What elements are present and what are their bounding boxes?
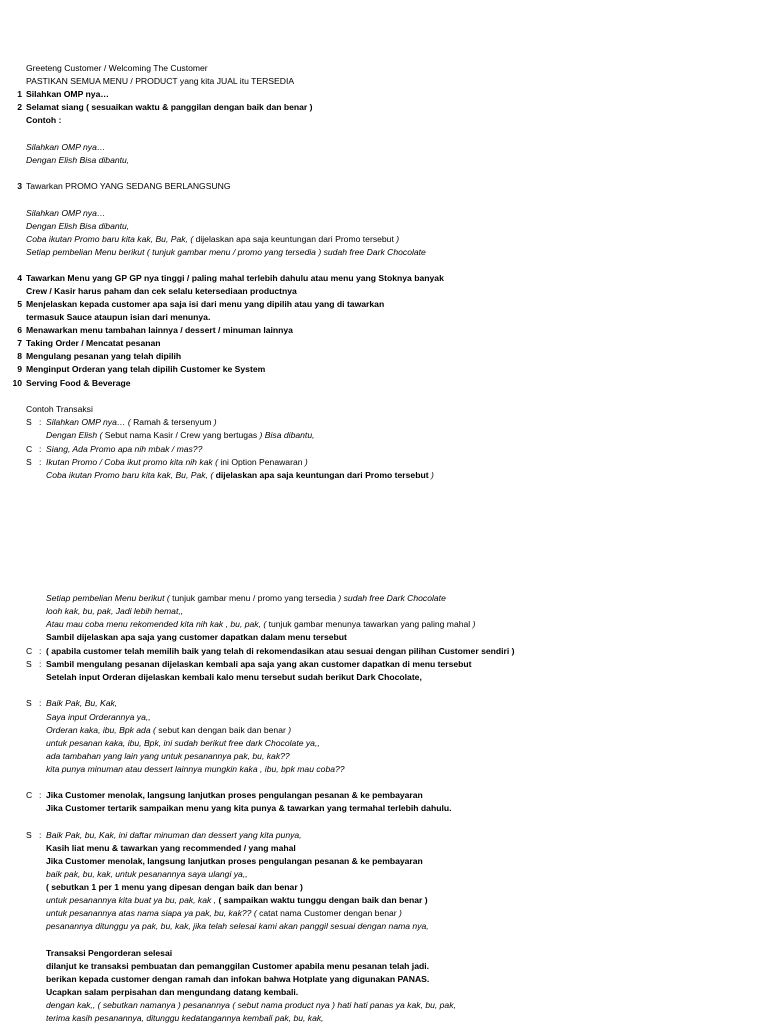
dialog-note: ini Option Penawaran: [217, 457, 303, 467]
speaker-marker: S: [26, 659, 32, 669]
colon: :: [39, 790, 42, 800]
dialog-line: [46, 894, 428, 907]
step-number: 5: [17, 299, 22, 309]
step-text: Selamat siang ( sesuaikan waktu & panggilan dengan baik dan benar ): [26, 102, 313, 112]
example-label: Contoh :: [26, 115, 62, 125]
dialog-line: Kasih liat menu & tawarkan yang recommended / yang mahal: [46, 843, 296, 853]
dialog-line: pesanannya ditunggu ya pak, bu, kak, jika telah selesai kami akan panggil sesuai dengan nama nya,: [46, 921, 429, 931]
dialog-line: ( apabila customer telah memilih baik yang telah di rekomendasikan atau sesuai dengan pilihan Customer sendiri ): [46, 646, 515, 656]
speaker-marker: C: [26, 444, 33, 454]
colon: :: [39, 698, 42, 708]
step-text: Menjelaskan kepada customer apa saja isi dari menu yang dipilih atau yang di tawarkan: [26, 299, 385, 309]
dialog-text: Ikutan Promo / Coba ikut promo kita nih kak (: [46, 457, 218, 467]
closing-line: dengan kak,, ( sebutkan namanya ) pesanannya ( sebut nama product nya ) hati hati panas ya kak, bu, pak,: [46, 1000, 456, 1010]
speaker-marker: C: [26, 646, 33, 656]
dialog-note: tunjuk gambar menunya tawarkan yang paling mahal: [266, 619, 471, 629]
colon: :: [39, 646, 42, 656]
dialog-note: catat nama Customer dengan benar: [256, 908, 397, 918]
dialog-text: ): [302, 457, 308, 467]
dialog-line: baik pak, bu, kak, untuk pesanannya saya ulangi ya,,: [46, 869, 248, 879]
dialog-line: [46, 724, 291, 737]
example-line: Dengan Elish Bisa dibantu,: [26, 155, 130, 165]
colon: :: [39, 457, 42, 467]
dialog-text: ) sudah free Dark Chocolate: [335, 593, 446, 603]
dialog-line: looh kak, bu, pak, Jadi lebih hemat,,: [46, 606, 184, 616]
dialog-line: [46, 416, 217, 429]
speaker-marker: C: [26, 790, 33, 800]
dialog-line: Baik Pak, bu, Kak, ini daftar minuman dan dessert yang kita punya,: [46, 830, 302, 840]
dialog-text: ): [428, 470, 434, 480]
dialog-text: ) Bisa dibantu,: [257, 430, 315, 440]
example-text: Coba ikutan Promo baru kita kak, Bu, Pak, (: [26, 234, 194, 244]
step-text: Serving Food & Beverage: [26, 378, 131, 388]
dialog-text: Silahkan OMP nya… (: [46, 417, 131, 427]
dialog-text: ): [470, 619, 476, 629]
dialog-line: Sambil mengulang pesanan dijelaskan kembali apa saja yang akan customer dapatkan di menu tersebut: [46, 659, 472, 669]
dialog-note: Ramah & tersenyum: [130, 417, 212, 427]
step-number: 10: [12, 378, 22, 388]
doc-heading: Greeteng Customer / Welcoming The Customer: [26, 63, 208, 73]
dialog-line: untuk pesanan kaka, ibu, Bpk, ini sudah berikut free dark Chocolate ya,,: [46, 738, 320, 748]
dialog-text: untuk pesanannya kita buat ya bu, pak, kak ,: [46, 895, 217, 905]
dialog-note: Sebut nama Kasir / Crew yang bertugas: [102, 430, 258, 440]
dialog-line: Setelah input Orderan dijelaskan kembali kalo menu tersebut sudah berikut Dark Chocolate,: [46, 672, 422, 682]
doc-subheading: PASTIKAN SEMUA MENU / PRODUCT yang kita JUAL itu TERSEDIA: [26, 76, 295, 86]
dialog-text: Atau mau coba menu rekomended kita nih kak , bu, pak, (: [46, 619, 267, 629]
dialog-line: Saya input Orderannya ya,,: [46, 712, 151, 722]
closing-line: terima kasih pesanannya, ditunggu kedatangannya kembali pak, bu, kak,: [46, 1013, 324, 1023]
dialog-line: [46, 469, 434, 482]
step-number: 2: [17, 102, 22, 112]
example-line: Silahkan OMP nya…: [26, 208, 106, 218]
dialog-line: Sambil dijelaskan apa saja yang customer dapatkan dalam menu tersebut: [46, 632, 347, 642]
colon: :: [39, 417, 42, 427]
speaker-marker: S: [26, 698, 32, 708]
dialog-note: sebut kan dengan baik dan benar: [155, 725, 286, 735]
dialog-line: [46, 618, 475, 631]
step-text: Mengulang pesanan yang telah dipilih: [26, 351, 182, 361]
dialog-text: Orderan kaka, ibu, Bpk ada (: [46, 725, 156, 735]
step-number: 1: [17, 89, 22, 99]
dialog-text: ): [211, 417, 217, 427]
closing-line: dilanjut ke transaksi pembuatan dan pemanggilan Customer apabila menu pesanan telah jadi.: [46, 961, 429, 971]
step-number: 3: [17, 181, 22, 191]
step-text: Tawarkan Menu yang GP GP nya tinggi / paling mahal terlebih dahulu atau menu yang Stoknya banyak: [26, 273, 444, 283]
step-number: 8: [17, 351, 22, 361]
dialog-note: dijelaskan apa saja keuntungan dari Promo tersebut: [213, 470, 429, 480]
colon: :: [39, 659, 42, 669]
closing-line: Ucapkan salam perpisahan dan mengundang datang kembali.: [46, 987, 299, 997]
step-text: Taking Order / Mencatat pesanan: [26, 338, 161, 348]
closing-title: Transaksi Pengorderan selesai: [46, 948, 173, 958]
step-number: 4: [17, 273, 22, 283]
colon: :: [39, 830, 42, 840]
dialog-text: ): [285, 725, 292, 735]
step-number: 7: [17, 338, 22, 348]
speaker-marker: S: [26, 417, 32, 427]
speaker-marker: S: [26, 457, 32, 467]
step-text: Silahkan OMP nya…: [26, 89, 109, 99]
example-line: [26, 233, 399, 246]
dialog-text: untuk pesanannya atas nama siapa ya pak, bu, kak?? (: [46, 908, 257, 918]
step-text-continued: Crew / Kasir harus paham dan cek selalu ketersediaan productnya: [26, 286, 297, 296]
colon: :: [39, 444, 42, 454]
step-text-continued: termasuk Sauce ataupun isian dari menunya.: [26, 312, 211, 322]
dialog-line: Jika Customer menolak, langsung lanjutkan proses pengulangan pesanan & ke pembayaran: [46, 790, 423, 800]
dialog-text: Dengan Elish (: [46, 430, 103, 440]
dialog-line: Jika Customer menolak, langsung lanjutkan proses pengulangan pesanan & ke pembayaran: [46, 856, 423, 866]
dialog-line: [46, 456, 308, 469]
dialog-line: kita punya minuman atau dessert lainnya mungkin kaka , ibu, bpk mau coba??: [46, 764, 345, 774]
step-text: Menginput Orderan yang telah dipilih Customer ke System: [26, 364, 266, 374]
dialog-text: Coba ikutan Promo baru kita kak, Bu, Pak, (: [46, 470, 214, 480]
dialog-line: ( sebutkan 1 per 1 menu yang dipesan dengan baik dan benar ): [46, 882, 303, 892]
step-number: 9: [17, 364, 22, 374]
dialog-line: [46, 429, 314, 442]
dialog-line: Jika Customer tertarik sampaikan menu yang kita punya & tawarkan yang termahal terlebih dahulu.: [46, 803, 452, 813]
dialog-note: ( sampaikan waktu tunggu dengan baik dan benar ): [216, 895, 428, 905]
dialog-line: Siang, Ada Promo apa nih mbak / mas??: [46, 444, 203, 454]
example-note: dijelaskan apa saja keuntungan dari Promo tersebut: [193, 234, 394, 244]
dialog-text: ): [396, 908, 402, 918]
dialog-line: ada tambahan yang lain yang untuk pesanannya pak, bu, kak??: [46, 751, 290, 761]
example-line: Silahkan OMP nya…: [26, 142, 106, 152]
step-text: Tawarkan PROMO YANG SEDANG BERLANGSUNG: [26, 181, 231, 191]
dialog-line: Baik Pak, Bu, Kak,: [46, 698, 118, 708]
closing-line: berikan kepada customer dengan ramah dan infokan bahwa Hotplate yang digunakan PANAS.: [46, 974, 430, 984]
dialog-note: tunjuk gambar menu / promo yang tersedia: [169, 593, 336, 603]
dialog-text: Setiap pembelian Menu berikut (: [46, 593, 170, 603]
dialog-line: [46, 592, 446, 605]
example-line: Dengan Elish Bisa dibantu,: [26, 221, 130, 231]
dialog-line: [46, 907, 402, 920]
step-text: Menawarkan menu tambahan lainnya / dessert / minuman lainnya: [26, 325, 293, 335]
step-number: 6: [17, 325, 22, 335]
example-text: ): [393, 234, 400, 244]
example-line: Setiap pembelian Menu berikut ( tunjuk gambar menu / promo yang tersedia ) sudah free Dark Chocolate: [26, 247, 426, 257]
speaker-marker: S: [26, 830, 32, 840]
section-title: Contoh Transaksi: [26, 404, 93, 414]
